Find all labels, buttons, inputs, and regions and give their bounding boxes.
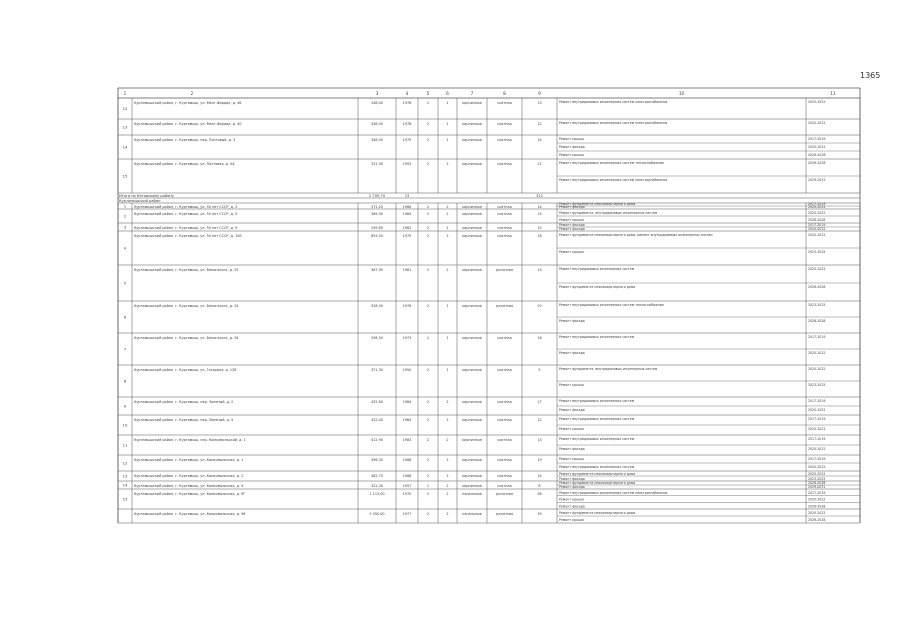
work-period: 2026-2028	[808, 285, 826, 289]
row-year: 1968	[402, 458, 412, 462]
row-area: 298,50	[371, 336, 383, 340]
section-total-apartments: 312	[536, 194, 543, 198]
row-apartments: 12	[537, 418, 542, 422]
work-description: Ремонт крыши	[559, 218, 584, 222]
row-roof: скатная	[497, 212, 512, 216]
work-description: Ремонт внутридомовых инженерных систем электроснабжения	[559, 100, 668, 104]
row-year: 1978	[402, 122, 412, 126]
work-description: Ремонт фасада	[559, 223, 585, 227]
work-description: Ремонт крыши	[559, 457, 584, 461]
row-area: 371,30	[371, 368, 383, 372]
work-description: Ремонт фасада	[559, 227, 585, 231]
column-number: 11	[830, 91, 836, 96]
row-address: Куртамышский район, г. Куртамыш, ул. 50 лет СССР, д. 2	[134, 205, 238, 209]
row-address: Куртамышский район, г. Куртамыш, ул. Комсомольская, д. 1	[134, 458, 244, 462]
work-description: Ремонт фундамента, внутридомовых инженерных систем	[559, 367, 658, 371]
work-description: Ремонт фасада	[559, 145, 585, 149]
row-roof: скатная	[497, 484, 512, 488]
row-walls: кирпичные	[462, 484, 482, 488]
work-period: 2017-2019	[808, 202, 826, 206]
row-walls: кирпичные	[462, 438, 482, 442]
row-area: 528,00	[371, 304, 383, 308]
row-number: 7	[123, 346, 127, 352]
row-walls: кирпичные	[462, 138, 482, 142]
work-period: 2020-2022	[808, 100, 826, 104]
row-number: 3	[123, 224, 127, 230]
row-roof: скатная	[497, 226, 512, 230]
row-floors: 1	[426, 484, 430, 488]
row-roof: рулонная	[496, 512, 513, 516]
row-address: Куртамышский район, г. Куртамыш, ул. Манг.Фариде, д. 36	[134, 101, 242, 105]
row-floors: 2	[426, 205, 430, 209]
row-address: Куртамышский район, г. Куртамыш, ул. Комсомольская, д. 2	[134, 474, 244, 478]
row-number: 15	[122, 173, 128, 179]
row-year: 1984	[402, 400, 412, 404]
row-roof: скатная	[497, 138, 512, 142]
row-entrances: 1	[446, 368, 449, 372]
work-description: Ремонт крыши	[559, 383, 584, 387]
work-description: Ремонт внутридомовых инженерных систем	[559, 335, 635, 339]
work-description: Ремонт фундамента многоквартирного дома	[559, 481, 636, 485]
work-period: 2020-2022	[808, 367, 826, 371]
row-year: 1962	[402, 226, 412, 230]
row-roof: скатная	[497, 400, 512, 404]
row-year: 1964	[402, 212, 412, 216]
section-title: Куртамышский район	[119, 199, 161, 203]
row-number: 9	[123, 403, 127, 409]
row-apartments: 12	[537, 122, 542, 126]
work-description: Ремонт фасада	[559, 485, 585, 489]
work-description: Ремонт внутридомовых инженерных систем теплоснабжения	[559, 303, 664, 307]
row-address: Куртамышский район, г. Куртамыш, ул. 50 лет СССР, д. 5	[134, 212, 238, 216]
work-period: 2020-2022	[808, 211, 826, 215]
row-apartments: 15	[537, 226, 542, 230]
row-area: 367,90	[371, 268, 383, 272]
work-description: Ремонт фасада	[559, 504, 585, 509]
row-area: 572,20	[371, 205, 383, 209]
work-description: Ремонт внутридомовых инженерных систем	[559, 465, 635, 469]
row-number: 13	[122, 473, 128, 479]
row-year: 1968	[402, 474, 412, 478]
row-number: 12	[122, 460, 128, 466]
work-period: 2020-2022	[808, 205, 826, 209]
work-description: Ремонт фундамента многоквартирного дома	[559, 285, 636, 289]
work-description: Ремонт фундамента многоквартирного дома, ремонт внутридомовых инженерных систем	[559, 233, 713, 237]
work-description: Ремонт внутридомовых инженерных систем	[559, 417, 635, 421]
row-floors: 2	[426, 212, 430, 216]
work-description: Ремонт фундамента многоквартирного дома	[559, 472, 636, 476]
work-period: 2017-2019	[808, 437, 826, 441]
row-entrances: 1	[446, 212, 449, 216]
row-walls: кирпичные	[462, 368, 482, 372]
row-apartments: 15	[537, 212, 542, 216]
row-entrances: 2	[446, 234, 449, 238]
row-floors: 2	[426, 368, 430, 372]
row-floors: 2	[426, 226, 430, 230]
row-entrances: 1	[446, 138, 449, 142]
work-period: 2020-2022	[808, 227, 826, 231]
work-period: 2023-2025	[808, 383, 826, 387]
row-area: 438,50	[371, 122, 383, 126]
row-roof: скатная	[497, 205, 512, 209]
row-number: 8	[123, 378, 127, 384]
row-apartments: 13	[537, 101, 542, 105]
row-entrances: 2	[446, 492, 449, 496]
section-total-area: 2 709,70	[368, 194, 386, 198]
row-floors: 2	[426, 400, 430, 404]
row-roof: скатная	[497, 101, 512, 105]
column-number: 4	[405, 91, 409, 96]
row-address: Куртамышский район, г. Куртамыш, ул. 50 лет СССР, д. 15Б	[134, 234, 242, 238]
row-number: 5	[123, 280, 127, 286]
work-period: 2020-2022	[808, 497, 826, 502]
row-address: Куртамышский район, г. Куртамыш, пер. Зеленый, д. 5	[134, 418, 234, 422]
row-area: 248,40	[371, 101, 383, 105]
work-description: Ремонт внутридомовых инженерных систем электроснабжения	[559, 491, 668, 495]
work-period: 2026-2028	[808, 319, 826, 323]
row-area: 322,30	[371, 484, 383, 488]
row-floors: 2	[426, 418, 430, 422]
row-area: 482,70	[371, 474, 383, 478]
row-year: 1981	[402, 268, 412, 272]
work-period: 2020-2022	[808, 233, 826, 237]
work-description: Ремонт фундамента многоквартирного дома	[559, 511, 636, 515]
row-entrances: 1	[446, 101, 449, 105]
work-description: Ремонт внутридомовых инженерных систем	[559, 267, 635, 271]
work-period: 2020-2022	[808, 121, 826, 125]
row-year: 1950	[402, 368, 412, 372]
row-number: 10	[122, 422, 128, 428]
row-entrances: 2	[446, 418, 449, 422]
row-address: Куртамышский район, г. Куртамыш, пер. Зеленый, д. 2	[134, 400, 234, 404]
row-area: 1 050,00	[369, 512, 385, 516]
row-address: Куртамышский район, г. Куртамыш, ул. Белинского, д. 25	[134, 268, 239, 272]
work-period: 2020-2022	[808, 447, 826, 451]
work-period: 2020-2022	[808, 427, 826, 431]
section-total-count: 13	[404, 194, 410, 198]
row-area: 432,60	[371, 400, 383, 404]
row-floors: 2	[426, 162, 430, 166]
row-area: 299,80	[371, 226, 383, 230]
row-roof: скатная	[497, 368, 512, 372]
work-period: 2017-2019	[808, 457, 826, 461]
row-walls: панельные	[462, 512, 482, 516]
work-period: 2017-2019	[808, 491, 826, 495]
row-walls: кирпичные	[462, 212, 482, 216]
row-floors: 2	[426, 474, 430, 478]
work-period: 2026-2028	[808, 218, 826, 222]
row-number: 15	[122, 496, 128, 502]
row-roof: рулонная	[496, 304, 513, 308]
row-apartments: 13	[537, 438, 542, 442]
work-period: 2020-2022	[808, 145, 826, 149]
row-walls: кирпичные	[462, 205, 482, 209]
row-address: Куртамышский район, г. Куртамыш, ул. 50 лет СССР, д. 9	[134, 226, 238, 230]
row-year: 1966	[402, 205, 412, 209]
row-walls: кирпичные	[462, 418, 482, 422]
row-area: 365,90	[371, 212, 383, 216]
row-address: Куртамышский район, г. Куртамыш, ул. Почтовая, д. 5А	[134, 162, 235, 166]
row-walls: кирпичные	[462, 162, 482, 166]
row-apartments: 8	[538, 484, 541, 488]
row-walls: кирпичные	[462, 336, 482, 340]
work-period: 2026-2028	[808, 153, 826, 157]
work-period: 2023-2025	[808, 477, 826, 481]
row-address: Куртамышский район, г. Куртамыш, пер. Почтовый, д. 3	[134, 138, 236, 142]
row-number: 6	[123, 314, 127, 320]
row-entrances: 1	[446, 226, 449, 230]
row-area: 348,50	[371, 138, 383, 142]
row-apartments: 13	[537, 268, 542, 272]
row-entrances: 2	[446, 400, 449, 404]
row-floors: 2	[426, 138, 430, 142]
row-area: 432,40	[371, 418, 383, 422]
work-description: Ремонт внутридомовых инженерных систем	[559, 399, 635, 403]
work-description: Ремонт крыши	[559, 250, 584, 254]
row-number: 11	[122, 442, 128, 448]
row-floors: 2	[426, 122, 430, 126]
row-number: 14	[122, 144, 128, 150]
row-floors: 2	[426, 234, 430, 238]
work-period: 2029-2031	[808, 485, 826, 489]
row-apartments: 5	[538, 368, 541, 372]
work-period: 2020-2022	[808, 267, 826, 271]
row-year: 1983	[402, 438, 412, 442]
work-description: Ремонт фасада	[559, 351, 585, 355]
row-year: 1970	[402, 492, 412, 496]
row-roof: скатная	[497, 234, 512, 238]
row-address: Куртамышский район, г. Куртамыш, ул. Гагарина, д. 128	[134, 368, 237, 372]
row-entrances: 2	[446, 458, 449, 462]
row-number: 4	[123, 245, 127, 251]
work-description: Ремонт фасада	[559, 205, 585, 209]
row-roof: скатная	[497, 336, 512, 340]
row-floors: 2	[426, 458, 430, 462]
work-period: 2026-2028	[808, 504, 826, 509]
work-description: Ремонт фасада	[559, 408, 585, 412]
column-number: 8	[503, 91, 506, 96]
work-description: Ремонт фасада	[559, 477, 585, 481]
row-year: 1984	[402, 418, 412, 422]
work-description: Ремонт внутридомовых инженерных систем	[559, 437, 635, 441]
row-roof: скатная	[497, 458, 512, 462]
row-address: Куртамышский район, г. Куртамыш, ул. Манг.Фариде, д. 40	[134, 122, 242, 126]
work-description: Ремонт крыши	[559, 518, 584, 522]
work-period: 2017-2019	[808, 335, 826, 339]
row-apartments: 21	[537, 162, 542, 166]
column-number: 1	[123, 91, 127, 96]
row-address: Куртамышский район, г. Куртамыш, ул. Комсомольская, д. 4	[134, 484, 244, 488]
row-address: Куртамышский район, г. Куртамыш, ул. Белинского, д. 24	[134, 304, 239, 308]
work-period: 2026-2028	[808, 481, 826, 485]
row-entrances: 2	[446, 512, 449, 516]
work-period: 2020-2022	[808, 511, 826, 515]
row-apartments: 20	[537, 304, 542, 308]
work-description: Ремонт внутридомовых инженерных систем электроснабжения	[559, 121, 668, 125]
column-number: 5	[426, 91, 430, 96]
row-entrances: 1	[446, 336, 449, 340]
row-year: 1976	[402, 304, 412, 308]
row-walls: кирпичные	[462, 268, 482, 272]
row-apartments: 39	[537, 512, 542, 516]
row-address: Куртамышский район, г. Куртамыш, пер. Комсомольский, д. 1	[134, 438, 246, 442]
row-walls: кирпичные	[462, 101, 482, 105]
work-period: 2020-2022	[808, 408, 826, 412]
row-entrances: 1	[446, 268, 449, 272]
row-year: 1977	[402, 512, 412, 516]
row-floors: 2	[426, 438, 430, 442]
work-description: Ремонт внутридомовых инженерных систем теплоснабжения	[559, 161, 664, 165]
page-number: 1365	[860, 71, 881, 80]
work-description: Ремонт фасада	[559, 319, 585, 323]
row-roof: рулонная	[496, 492, 513, 496]
row-apartments: 16	[537, 336, 542, 340]
work-description: Ремонт крыши	[559, 497, 584, 502]
row-number: 13	[122, 124, 128, 130]
row-roof: скатная	[497, 438, 512, 442]
row-roof: рулонная	[496, 268, 513, 272]
work-period: 2023-2025	[808, 303, 826, 307]
row-year: 1957	[402, 484, 412, 488]
work-description: Ремонт фундамента, внутридомовых инженерных систем	[559, 211, 658, 215]
column-number: 3	[375, 91, 379, 96]
row-floors: 2	[426, 492, 430, 496]
row-area: 1 113,00	[369, 492, 385, 496]
column-number: 10	[678, 91, 685, 96]
row-address: Куртамышский район, г. Куртамыш, ул. Комсомольская, д. 96	[134, 512, 246, 516]
row-entrances: 1	[446, 122, 449, 126]
row-floors: 2	[426, 268, 430, 272]
work-description: Ремонт крыши	[559, 427, 584, 431]
row-walls: панельные	[462, 492, 482, 496]
row-entrances: 1	[446, 304, 449, 308]
row-walls: кирпичные	[462, 226, 482, 230]
row-year: 1978	[402, 101, 412, 105]
row-entrances: 2	[446, 438, 449, 442]
work-period: 2023-2025	[808, 250, 826, 254]
row-apartments: 19	[537, 458, 542, 462]
row-number: 2	[123, 213, 127, 219]
row-number: 14	[122, 482, 128, 488]
row-apartments: 18	[537, 234, 542, 238]
row-number: 1	[123, 203, 127, 209]
work-description: Ремонт фундамента многоквартирного дома	[559, 202, 636, 206]
row-roof: скатная	[497, 474, 512, 478]
row-walls: кирпичные	[462, 122, 482, 126]
row-walls: кирпичные	[462, 400, 482, 404]
work-period: 2020-2022	[808, 472, 826, 476]
work-period: 2017-2019	[808, 137, 826, 141]
row-area: 412,90	[371, 438, 383, 442]
row-entrances: 2	[446, 205, 449, 209]
row-address: Куртамышский район, г. Куртамыш, ул. Комсомольская, д. 9Г	[134, 492, 246, 496]
row-area: 531,90	[371, 162, 383, 166]
row-number: 12	[122, 106, 128, 111]
row-floors: 2	[426, 101, 430, 105]
row-address: Куртамышский район, г. Куртамыш, ул. Белинского, д. 26	[134, 336, 239, 340]
row-apartments: 58	[537, 492, 542, 496]
work-period: 2017-2019	[808, 223, 826, 227]
row-entrances: 2	[446, 484, 449, 488]
work-description: Ремонт крыши	[559, 153, 584, 157]
row-floors: 2	[426, 512, 430, 516]
row-roof: скатная	[497, 162, 512, 166]
column-number: 9	[538, 91, 541, 96]
row-entrances: 2	[446, 474, 449, 478]
work-period: 2026-2028	[808, 518, 826, 522]
section-total-label: Итого по Кетовскому району	[119, 194, 174, 198]
row-roof: скатная	[497, 418, 512, 422]
row-year: 1973	[402, 336, 412, 340]
row-year: 1979	[402, 138, 412, 142]
row-roof: скатная	[497, 122, 512, 126]
row-area: 693,50	[371, 234, 383, 238]
row-area: 396,30	[371, 458, 383, 462]
column-number: 6	[446, 91, 449, 96]
work-period: 2020-2022	[808, 465, 826, 469]
row-year: 1993	[402, 162, 412, 166]
row-walls: кирпичные	[462, 458, 482, 462]
row-floors: 1	[426, 336, 430, 340]
work-period: 2017-2019	[808, 399, 826, 403]
work-period: 2020-2022	[808, 351, 826, 355]
row-entrances: 2	[446, 162, 449, 166]
column-number: 7	[470, 91, 474, 96]
work-period: 2029-2031	[808, 178, 826, 182]
row-apartments: 14	[537, 138, 542, 142]
row-walls: кирпичные	[462, 474, 482, 478]
row-apartments: 14	[537, 205, 542, 209]
work-description: Ремонт крыши	[559, 137, 584, 141]
row-walls: кирпичные	[462, 234, 482, 238]
row-year: 1979	[402, 234, 412, 238]
work-period: 2026-2028	[808, 161, 826, 165]
column-number: 2	[190, 91, 194, 96]
work-description: Ремонт внутридомовых инженерных систем электроснабжения	[559, 178, 668, 182]
work-period: 2017-2019	[808, 417, 826, 421]
row-apartments: 14	[537, 474, 542, 478]
row-floors: 2	[426, 304, 430, 308]
row-apartments: 17	[537, 400, 542, 404]
work-description: Ремонт фасада	[559, 447, 585, 451]
row-walls: кирпичные	[462, 304, 482, 308]
